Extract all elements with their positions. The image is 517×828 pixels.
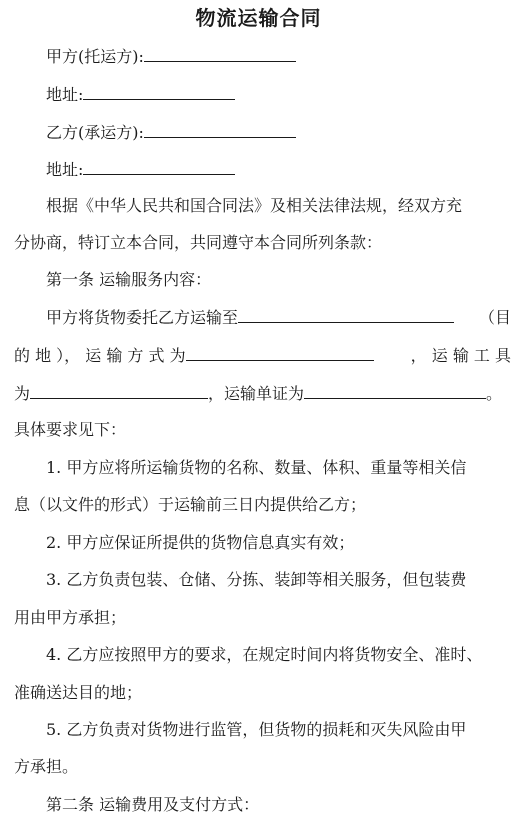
article-1-line-1 (0, 305, 517, 329)
item-5-line-1: 5. 乙方负责对货物进行监管，但货物的损耗和灭失风险由甲 (46, 720, 467, 739)
transport-method-blank[interactable] (186, 343, 374, 361)
article-1-line-3-c: 。 (486, 384, 503, 403)
article-1-text-a: 甲方将货物委托乙方运输至 (46, 308, 239, 327)
party-a-address-label: 地址: (46, 85, 84, 104)
article-1-heading: 第一条 运输服务内容： (46, 270, 212, 289)
article-1-line-3-a: 为 (14, 384, 31, 403)
article-1-text-b: （目 (478, 308, 511, 327)
party-b-label: 乙方(承运方): (46, 123, 144, 142)
party-a-address-row (0, 82, 517, 106)
party-a-address-blank[interactable] (83, 82, 235, 100)
party-b-address-row (0, 157, 517, 181)
party-b-row (0, 120, 517, 144)
transport-document-blank[interactable] (304, 381, 486, 399)
document-title: 物流运输合同 (195, 6, 322, 30)
item-4-line-1: 4. 乙方应按照甲方的要求，在规定时间内将货物安全、准时、 (46, 645, 483, 664)
article-1-line-2-b: ， 运 输 工 具 (410, 346, 511, 365)
destination-blank[interactable] (238, 305, 454, 323)
item-4-line-2: 准确送达目的地； (14, 683, 143, 702)
article-1-line-2 (0, 343, 517, 367)
article-1-line-2-a: 的 地 ）， 运 输 方 式 为 (14, 346, 186, 365)
item-3-line-1: 3. 乙方负责包装、仓储、分拣、装卸等相关服务，但包装费 (46, 570, 467, 589)
item-1-line-2: 息（以文件的形式）于运输前三日内提供给乙方； (14, 495, 367, 514)
article-2-heading: 第二条 运输费用及支付方式： (46, 795, 260, 814)
article-1-line-4: 具体要求见下： (14, 420, 127, 439)
party-a-row (0, 44, 517, 68)
transport-tool-blank[interactable] (30, 381, 208, 399)
item-5-line-2: 方承担。 (14, 757, 79, 776)
party-b-blank[interactable] (144, 120, 296, 138)
item-3-line-2: 用由甲方承担； (14, 608, 127, 627)
party-a-blank[interactable] (144, 44, 296, 62)
party-b-address-label: 地址: (46, 160, 84, 179)
article-1-line-3-b: ，运输单证为 (208, 384, 305, 403)
party-a-label: 甲方(托运方): (46, 47, 144, 66)
intro-line-2: 分协商，特订立本合同，共同遵守本合同所列条款： (14, 233, 383, 252)
item-1-line-1: 1. 甲方应将所运输货物的名称、数量、体积、重量等相关信 (46, 458, 467, 477)
intro-line-1: 根据《中华人民共和国合同法》及相关法律法规，经双方充 (46, 196, 463, 215)
item-2-line-1: 2. 甲方应保证所提供的货物信息真实有效； (46, 533, 355, 552)
article-1-line-3 (0, 381, 517, 405)
party-b-address-blank[interactable] (83, 157, 235, 175)
